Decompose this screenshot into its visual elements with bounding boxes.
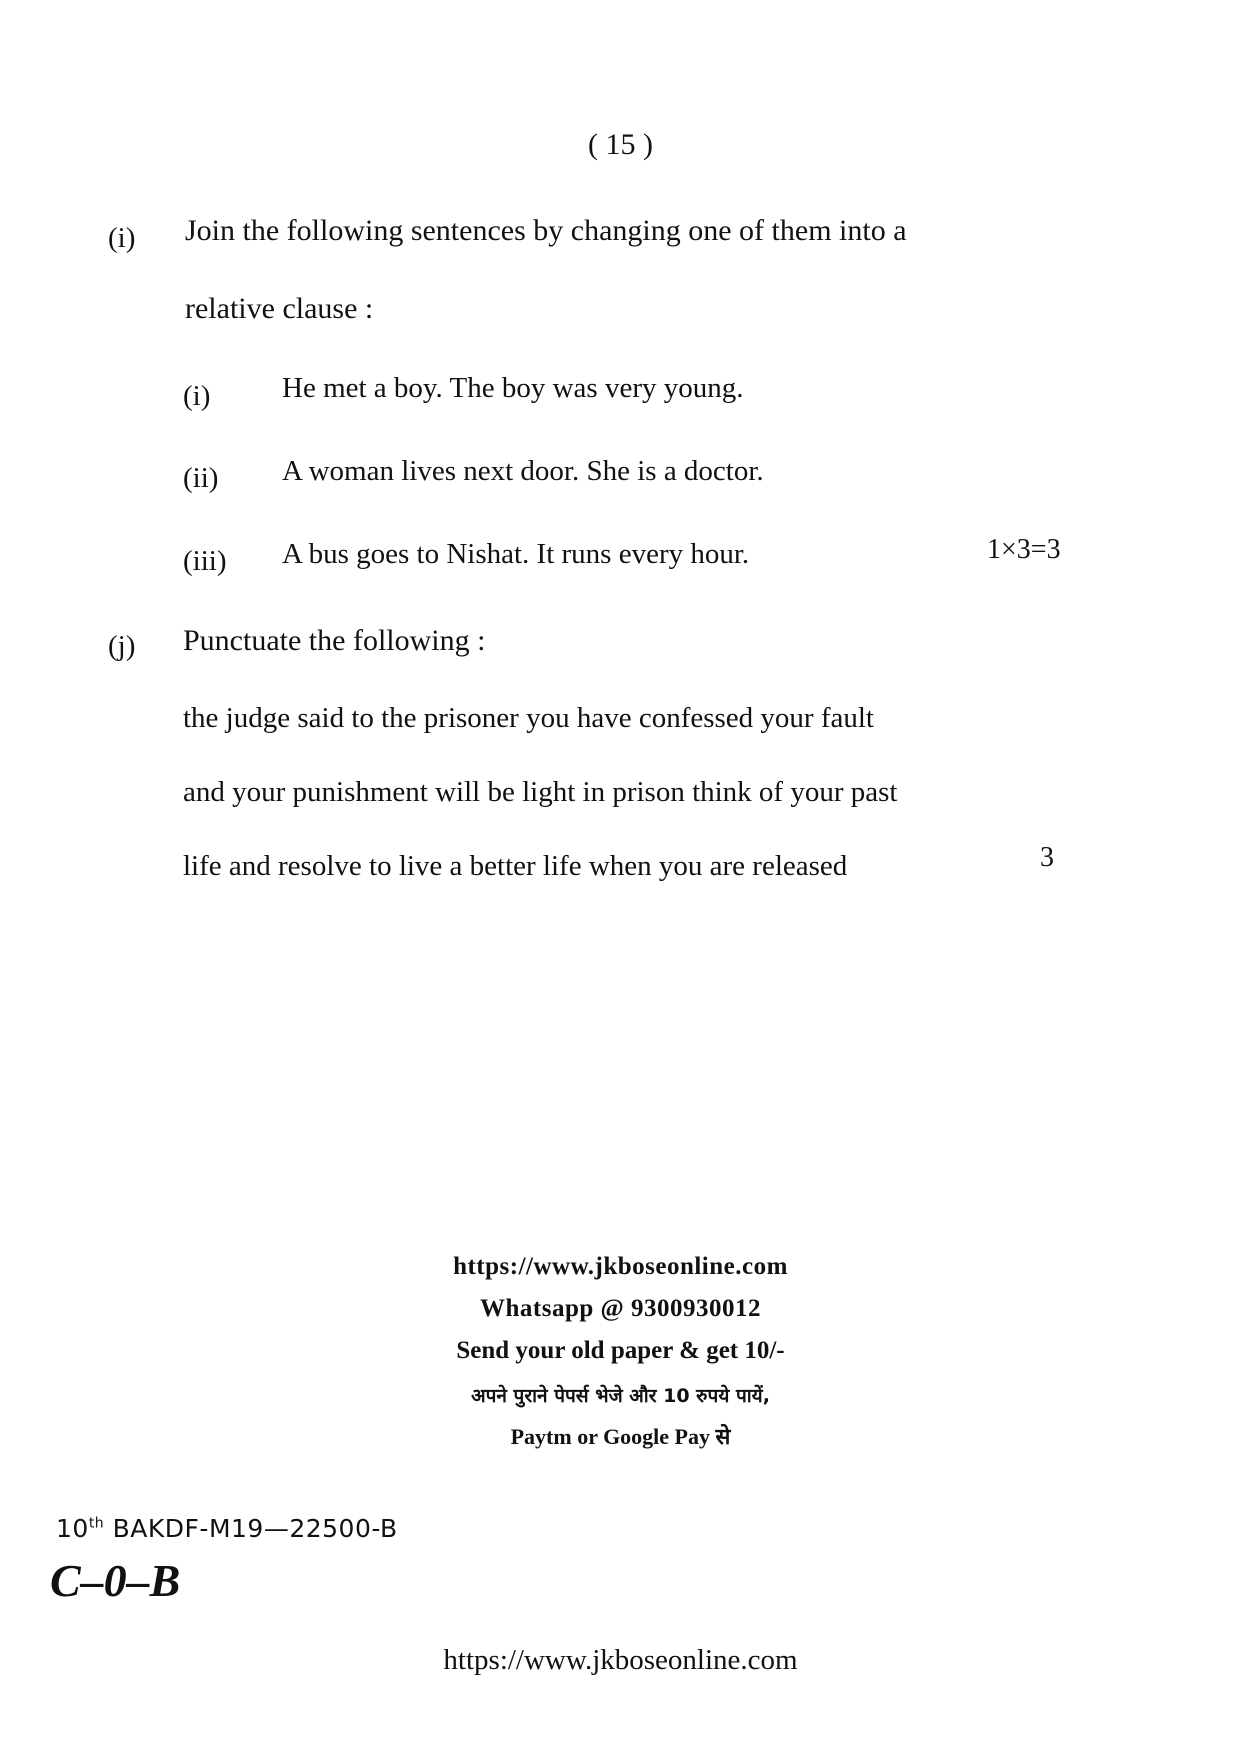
paper-code-grade-suffix: th [88,1515,105,1532]
footer-payment: Paytm or Google Pay से [510,1424,731,1449]
page-number: ( 15 ) [588,128,653,161]
sub-question-label: (i) [183,380,211,412]
bottom-url: https://www.jkboseonline.com [443,1644,798,1676]
footer-hindi-text: अपने पुराने पेपर्स भेजे और 10 रुपये पायें, [471,1385,770,1407]
sub-question-text: A bus goes to Nishat. It runs every hour. [282,538,750,570]
footer-url: https://www.jkboseonline.com [453,1253,788,1280]
question-j-marks: 3 [1040,842,1054,873]
question-i-instruction-line2: relative clause : [185,292,374,325]
sub-question-text: He met a boy. The boy was very young. [282,372,744,404]
footer-offer: Send your old paper & get 10/- [456,1337,785,1364]
sub-question-text: A woman lives next door. She is a doctor. [282,455,764,487]
sub-question-label: (iii) [183,545,227,577]
question-i-instruction-line1: Join the following sentences by changing one of them into a [185,214,907,247]
question-i-label: (i) [108,222,136,254]
punctuation-passage-line: and your punishment will be light in prison think of your past [183,776,898,808]
paper-code-value: BAKDF-M19—22500-B [112,1514,398,1543]
question-i-marks: 1×3=3 [987,534,1061,565]
punctuation-passage-line: the judge said to the prisoner you have confessed your fault [183,702,874,734]
punctuation-passage-line: life and resolve to live a better life when you are released [183,850,848,882]
paper-code [56,1514,398,1543]
question-j-label: (j) [108,630,136,662]
sub-question-label: (ii) [183,462,219,494]
series-code: C–0–B [50,1555,181,1606]
paper-code-grade: 10 [56,1514,89,1543]
question-j-heading: Punctuate the following : [183,624,486,657]
footer-whatsapp: Whatsapp @ 9300930012 [479,1295,762,1322]
